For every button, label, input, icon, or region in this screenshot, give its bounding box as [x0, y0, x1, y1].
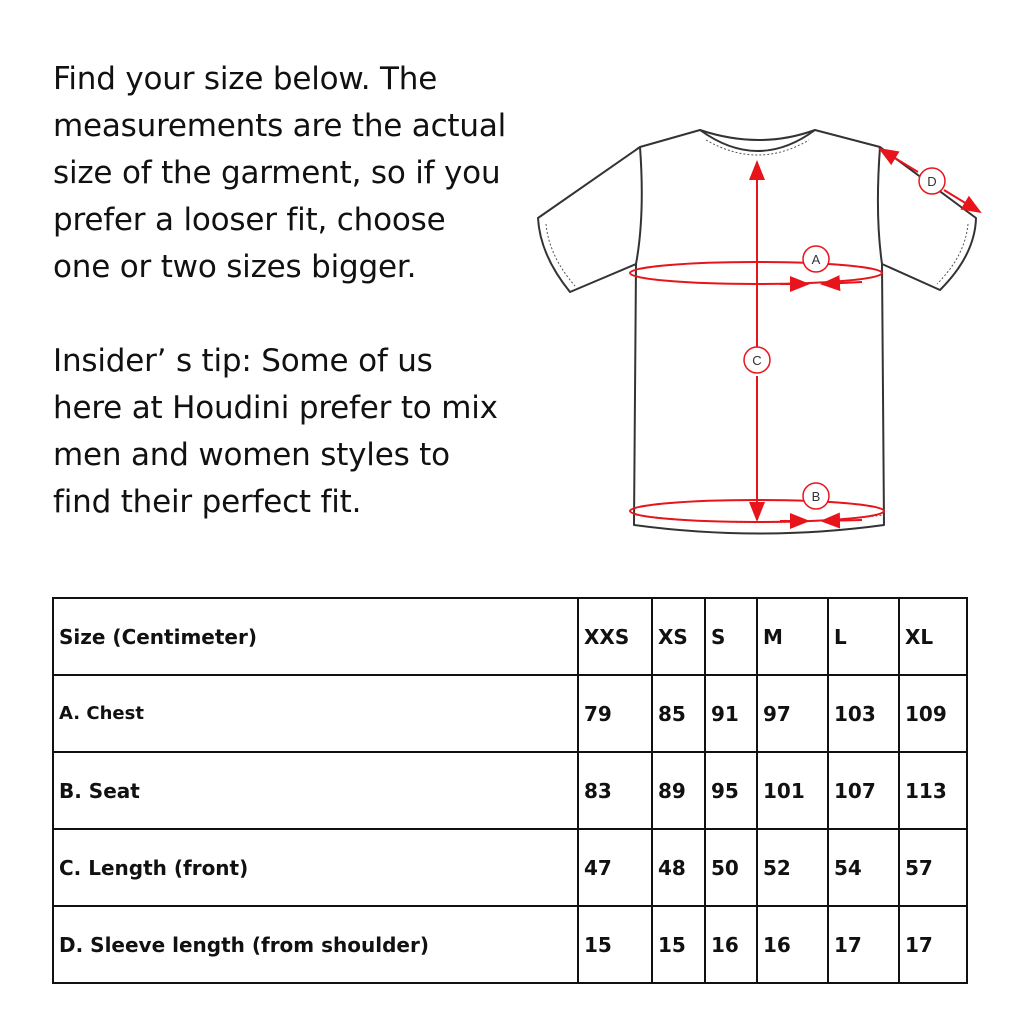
- row-label-sleeve: D. Sleeve length (from shoulder): [53, 906, 578, 983]
- table-cell: 57: [899, 829, 967, 906]
- header-cell-m: M: [757, 598, 828, 675]
- measure-label-c: [744, 347, 770, 373]
- size-chart-table: [52, 597, 968, 984]
- intro-text: [53, 56, 553, 526]
- svg-text:A: A: [811, 252, 821, 267]
- table-cell: 103: [828, 675, 899, 752]
- table-header-row: [53, 598, 967, 675]
- table-cell: 52: [757, 829, 828, 906]
- measure-label-a: [803, 246, 829, 272]
- table-cell: 79: [578, 675, 652, 752]
- table-cell: 97: [757, 675, 828, 752]
- table-cell: 83: [578, 752, 652, 829]
- table-row: [53, 906, 967, 983]
- svg-text:C: C: [752, 353, 762, 368]
- table-cell: 17: [899, 906, 967, 983]
- header-cell-l: L: [828, 598, 899, 675]
- table-cell: 85: [652, 675, 705, 752]
- row-label-seat: B. Seat: [53, 752, 578, 829]
- table-row: [53, 675, 967, 752]
- table-cell: 15: [578, 906, 652, 983]
- table-cell: 95: [705, 752, 757, 829]
- table-cell: 107: [828, 752, 899, 829]
- header-cell-xl: XL: [899, 598, 967, 675]
- intro-paragraph-tip: Insider’ s tip: Some of us here at Houdini prefer to mix men and women styles to find their perfect fit.: [53, 343, 498, 520]
- table-cell: 15: [652, 906, 705, 983]
- row-label-length: C. Length (front): [53, 829, 578, 906]
- table-row: [53, 752, 967, 829]
- svg-text:D: D: [927, 174, 937, 189]
- measure-label-d: [919, 168, 945, 194]
- table-cell: 101: [757, 752, 828, 829]
- table-cell: 113: [899, 752, 967, 829]
- header-cell-xxs: XXS: [578, 598, 652, 675]
- header-cell-size-unit: Size (Centimeter): [53, 598, 578, 675]
- table-cell: 16: [757, 906, 828, 983]
- intro-paragraph-fit: Find your size below. The measurements are the actual size of the garment, so if you prefer a looser fit, choose one or two sizes bigger.: [53, 61, 507, 285]
- table-cell: 54: [828, 829, 899, 906]
- table-cell: 50: [705, 829, 757, 906]
- table-cell: 89: [652, 752, 705, 829]
- table-cell: 17: [828, 906, 899, 983]
- table-cell: 48: [652, 829, 705, 906]
- svg-text:B: B: [811, 489, 821, 504]
- table-cell: 47: [578, 829, 652, 906]
- header-cell-s: S: [705, 598, 757, 675]
- measure-label-b: [803, 483, 829, 509]
- header-cell-xs: XS: [652, 598, 705, 675]
- table-cell: 109: [899, 675, 967, 752]
- table-cell: 91: [705, 675, 757, 752]
- table-cell: 16: [705, 906, 757, 983]
- tshirt-measurement-diagram: [525, 115, 995, 545]
- row-label-chest: A. Chest: [53, 675, 578, 752]
- table-row: [53, 829, 967, 906]
